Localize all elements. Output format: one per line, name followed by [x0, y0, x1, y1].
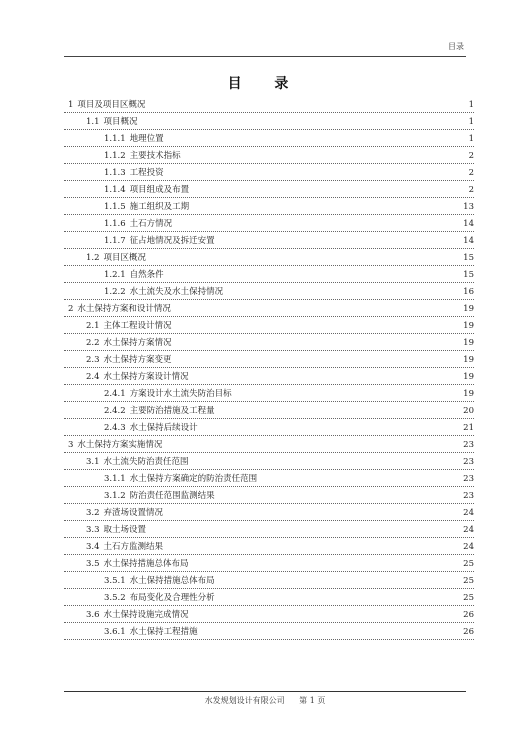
toc-entry-page: 25	[463, 593, 474, 603]
toc-entry-number: 2.1	[86, 321, 100, 331]
toc-entry-title: 主要技术指标	[129, 151, 181, 161]
toc-entry-page: 14	[463, 236, 474, 246]
toc-entry-number: 1.1.2	[104, 151, 126, 161]
toc-entry-page: 24	[463, 542, 474, 552]
toc-entry-page: 1	[468, 117, 474, 127]
toc-entry[interactable]	[64, 402, 474, 419]
toc-entry-title: 地理位置	[129, 134, 164, 144]
toc-entry[interactable]	[64, 215, 474, 232]
toc-entry-title: 自然条件	[129, 270, 164, 280]
toc-entry-number: 3.1	[86, 457, 100, 467]
toc-entry-number: 1.1.4	[104, 185, 126, 195]
toc-entry-page: 23	[463, 474, 474, 484]
toc-entry-title: 主要防治措施及工程量	[129, 406, 215, 416]
toc-entry[interactable]	[64, 385, 474, 402]
toc-entry-page: 19	[463, 321, 474, 331]
toc-entry-page: 19	[463, 338, 474, 348]
footer-company: 水发规划设计有限公司	[204, 696, 285, 705]
toc-entry-title: 水土保持方案设计情况	[103, 372, 189, 382]
toc-entry-title: 工程投资	[129, 168, 164, 178]
toc-entry[interactable]	[64, 351, 474, 368]
toc-entry-page: 23	[463, 491, 474, 501]
toc-entry-title: 取土场设置	[103, 525, 147, 535]
toc-entry-page: 1	[468, 134, 474, 144]
toc-entry-page: 2	[468, 168, 474, 178]
toc-entry[interactable]	[64, 436, 474, 453]
toc-entry-page: 15	[463, 253, 474, 263]
toc-entry-title: 水土保持方案变更	[103, 355, 172, 365]
toc-entry-number: 1.2.2	[104, 287, 126, 297]
toc-entry-title: 水土保持后续设计	[129, 423, 198, 433]
toc-entry-number: 3.4	[86, 542, 100, 552]
toc-entry-page: 2	[468, 185, 474, 195]
toc-entry-title: 防治责任范围监测结果	[129, 491, 215, 501]
toc-entry[interactable]	[64, 130, 474, 147]
toc-entry-title: 水土保持方案情况	[103, 338, 172, 348]
toc-entry[interactable]	[64, 283, 474, 300]
toc-entry-title: 水土流失及水土保持情况	[129, 287, 224, 297]
toc-entry-number: 2.3	[86, 355, 100, 365]
toc-entry-number: 1.1.7	[104, 236, 126, 246]
toc-entry-number: 2.4.3	[104, 423, 126, 433]
toc-entry-page: 23	[463, 440, 474, 450]
toc-entry-page: 14	[463, 219, 474, 229]
toc-entry-title: 弃渣场设置情况	[103, 508, 164, 518]
toc-entry-number: 1.1.5	[104, 202, 126, 212]
toc-entry-page: 15	[463, 270, 474, 280]
toc-entry-title: 水土保持措施总体布局	[103, 559, 189, 569]
toc-entry-title: 方案设计水土流失防治目标	[129, 389, 232, 399]
page-footer	[64, 691, 466, 705]
toc-entry-page: 25	[463, 559, 474, 569]
toc-entry[interactable]	[64, 368, 474, 385]
header-text: 目录	[448, 42, 464, 51]
toc-entry-page: 19	[463, 372, 474, 382]
toc-entry-title: 布局变化及合理性分析	[129, 593, 215, 603]
toc-entry-title: 土石方监测结果	[103, 542, 164, 552]
toc-entry-page: 26	[463, 627, 474, 637]
toc-entry[interactable]	[64, 164, 474, 181]
toc-entry-title: 主体工程设计情况	[103, 321, 172, 331]
toc-entry-title: 水土保持方案和设计情况	[77, 304, 171, 314]
toc-entry[interactable]	[64, 300, 474, 317]
toc-entry[interactable]	[64, 334, 474, 351]
toc-entry[interactable]	[64, 419, 474, 436]
toc-entry-number: 1.2	[86, 253, 100, 263]
toc-entry-number: 1.1	[86, 117, 100, 127]
toc-entry-number: 2.4.2	[104, 406, 126, 416]
toc-entry-number: 3.2	[86, 508, 100, 518]
toc-entry-page: 19	[463, 304, 474, 314]
toc-entry-number: 1	[68, 100, 74, 110]
toc-entry-page: 24	[463, 525, 474, 535]
toc-entry-number: 1.2.1	[104, 270, 126, 280]
toc-entry-title: 项目区概况	[103, 253, 147, 263]
toc-entry[interactable]	[64, 232, 474, 249]
toc-entry-title: 水土保持工程措施	[129, 627, 198, 637]
toc-entry-number: 3.6	[86, 610, 100, 620]
page-header	[64, 38, 466, 57]
toc-entry-number: 3	[68, 440, 74, 450]
toc-entry-title: 水土流失防治责任范围	[103, 457, 189, 467]
toc-entry[interactable]	[64, 606, 474, 623]
toc-entry[interactable]	[64, 521, 474, 538]
toc-entry-page: 16	[463, 287, 474, 297]
toc-entry-page: 20	[463, 406, 474, 416]
toc-entry-number: 2.2	[86, 338, 100, 348]
toc-entry-number: 3.5	[86, 559, 100, 569]
toc-entry-page: 24	[463, 508, 474, 518]
toc-entry[interactable]	[64, 538, 474, 555]
toc-entry-title: 项目组成及布置	[129, 185, 190, 195]
toc-entry-title: 水土保持设施完成情况	[103, 610, 189, 620]
toc-entry[interactable]	[64, 623, 474, 640]
toc-entry-title: 征占地情况及拆迁安置	[129, 236, 215, 246]
toc-entry[interactable]	[64, 147, 474, 164]
toc-entry-number: 3.1.2	[104, 491, 126, 501]
footer-text	[64, 695, 466, 706]
toc-entry[interactable]	[64, 266, 474, 283]
toc-entry-number: 3.5.2	[104, 593, 126, 603]
toc-entry[interactable]	[64, 181, 474, 198]
toc-entry-number: 3.3	[86, 525, 100, 535]
toc-entry[interactable]	[64, 249, 474, 266]
toc-entry-title: 项目概况	[103, 117, 138, 127]
toc-entry-page: 21	[463, 423, 474, 433]
table-of-contents	[64, 96, 474, 640]
toc-entry-title: 水土保持方案实施情况	[77, 440, 163, 450]
toc-entry-page: 19	[463, 355, 474, 365]
toc-entry[interactable]	[64, 487, 474, 504]
toc-entry-number: 3.5.1	[104, 576, 126, 586]
toc-entry[interactable]	[64, 470, 474, 487]
toc-entry[interactable]	[64, 198, 474, 215]
toc-entry[interactable]	[64, 572, 474, 589]
toc-entry-number: 2.4.1	[104, 389, 126, 399]
toc-entry[interactable]	[64, 504, 474, 521]
toc-entry-page: 26	[463, 610, 474, 620]
toc-entry-number: 1.1.6	[104, 219, 126, 229]
toc-entry-page: 23	[463, 457, 474, 467]
toc-entry-page: 2	[468, 151, 474, 161]
toc-entry-title: 水土保持措施总体布局	[129, 576, 215, 586]
toc-entry[interactable]	[64, 113, 474, 130]
toc-entry[interactable]	[64, 453, 474, 470]
toc-entry-title: 项目及项目区概况	[77, 100, 146, 110]
toc-entry-title: 土石方情况	[129, 219, 173, 229]
toc-entry-page: 25	[463, 576, 474, 586]
toc-entry-number: 1.1.1	[104, 134, 126, 144]
toc-entry-page: 19	[463, 389, 474, 399]
toc-entry-number: 1.1.3	[104, 168, 126, 178]
toc-entry-number: 2.4	[86, 372, 100, 382]
toc-entry[interactable]	[64, 555, 474, 572]
toc-entry-number: 2	[68, 304, 74, 314]
toc-entry[interactable]	[64, 96, 474, 113]
toc-entry[interactable]	[64, 589, 474, 606]
toc-entry-page: 13	[463, 202, 474, 212]
toc-entry[interactable]	[64, 317, 474, 334]
toc-entry-number: 3.1.1	[104, 474, 126, 484]
toc-entry-title: 施工组织及工期	[129, 202, 190, 212]
toc-entry-number: 3.6.1	[104, 627, 126, 637]
toc-entry-page: 1	[468, 100, 474, 110]
toc-entry-title: 水土保持方案确定的防治责任范围	[129, 474, 258, 484]
page-title: 目 录	[227, 76, 303, 92]
footer-page-number: 第 1 页	[299, 696, 326, 705]
